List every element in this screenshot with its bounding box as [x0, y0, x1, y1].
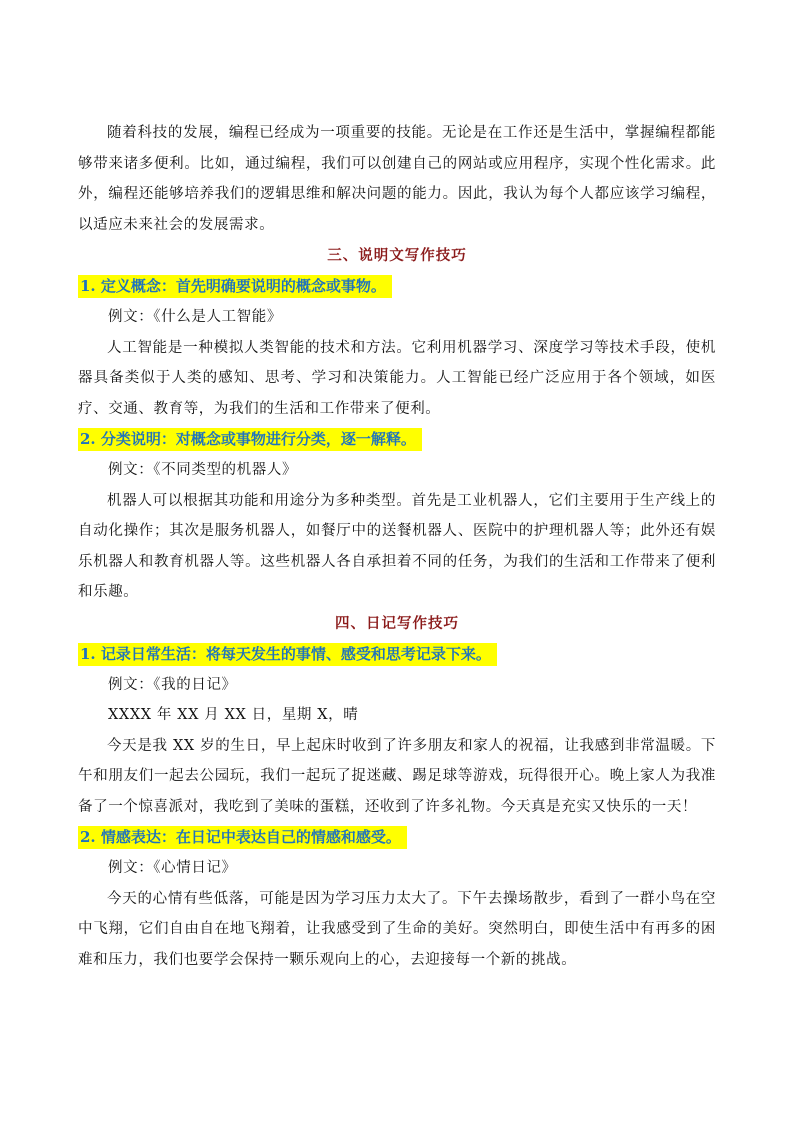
sample-title-mood-diary: 例文：《心情日记》: [108, 860, 237, 876]
sample-body-mood-diary: 今天的心情有些低落，可能是因为学习压力太大了。下午去操场散步，看到了一群小鸟在空中飞翔，它们自由自在地飞翔着，让我感受到了生命的美好。突然明白，即使生活中有再多的困难和压力，我们也要学会保持一颗乐观向上的心，去迎接每一个新的挑战。: [78, 890, 716, 968]
tip-define-concept: [78, 271, 716, 302]
tip-classify-text: 2. 分类说明：对概念或事物进行分类，逐一解释。: [78, 428, 422, 451]
sample-date-line: XXXX 年 XX 月 XX 日，星期 X，晴: [108, 707, 359, 723]
tip-classify: [78, 424, 716, 455]
sample-title-ai: 例文：《什么是人工智能》: [108, 309, 282, 325]
sample-body-robots: 机器人可以根据其功能和用途分为多种类型。首先是工业机器人，它们主要用于生产线上的自动化操作；其次是服务机器人，如餐厅中的送餐机器人、医院中的护理机器人等；此外还有娱乐机器人和教育机器人等。这些机器人各自承担着不同的任务，为我们的生活和工作带来了便利和乐趣。: [78, 492, 716, 600]
tip-express-emotion-text: 2. 情感表达：在日记中表达自己的情感和感受。: [78, 826, 407, 849]
sample-body-ai: 人工智能是一种模拟人类智能的技术和方法。它利用机器学习、深度学习等技术手段，使机器具备类似于人类的感知、思考、学习和决策能力。人工智能已经广泛应用于各个领域，如医疗、交通、教育等，为我们的生活和工作带来了便利。: [78, 339, 716, 417]
intro-paragraph: 随着科技的发展，编程已经成为一项重要的技能。无论是在工作还是生活中，掌握编程都能够带来诸多便利。比如，通过编程，我们可以创建自己的网站或应用程序，实现个性化需求。此外，编程还能够培养我们的逻辑思维和解决问题的能力。因此，我认为每个人都应该学习编程，以适应未来社会的发展需求。: [78, 125, 716, 233]
sample-title-robots: 例文：《不同类型的机器人》: [108, 462, 298, 478]
section-heading-expository: 三、说明文写作技巧: [327, 247, 467, 264]
tip-express-emotion: [78, 822, 716, 853]
tip-record-daily: [78, 639, 716, 670]
tip-define-concept-text: 1. 定义概念：首先明确要说明的概念或事物。: [78, 275, 392, 298]
section-heading-diary: 四、日记写作技巧: [335, 614, 459, 632]
sample-body-my-diary: 今天是我 XX 岁的生日，早上起床时收到了许多朋友和家人的祝福，让我感到非常温暖。下午和朋友们一起去公园玩，我们一起玩了捉迷藏、踢足球等游戏，玩得很开心。晚上家人为我准备了一个惊喜派对，我吃到了美味的蛋糕，还收到了许多礼物。今天真是充实又快乐的一天！: [78, 737, 716, 815]
tip-record-daily-text: 1. 记录日常生活：将每天发生的事情、感受和思考记录下来。: [78, 643, 497, 666]
sample-title-my-diary: 例文：《我的日记》: [108, 676, 237, 693]
